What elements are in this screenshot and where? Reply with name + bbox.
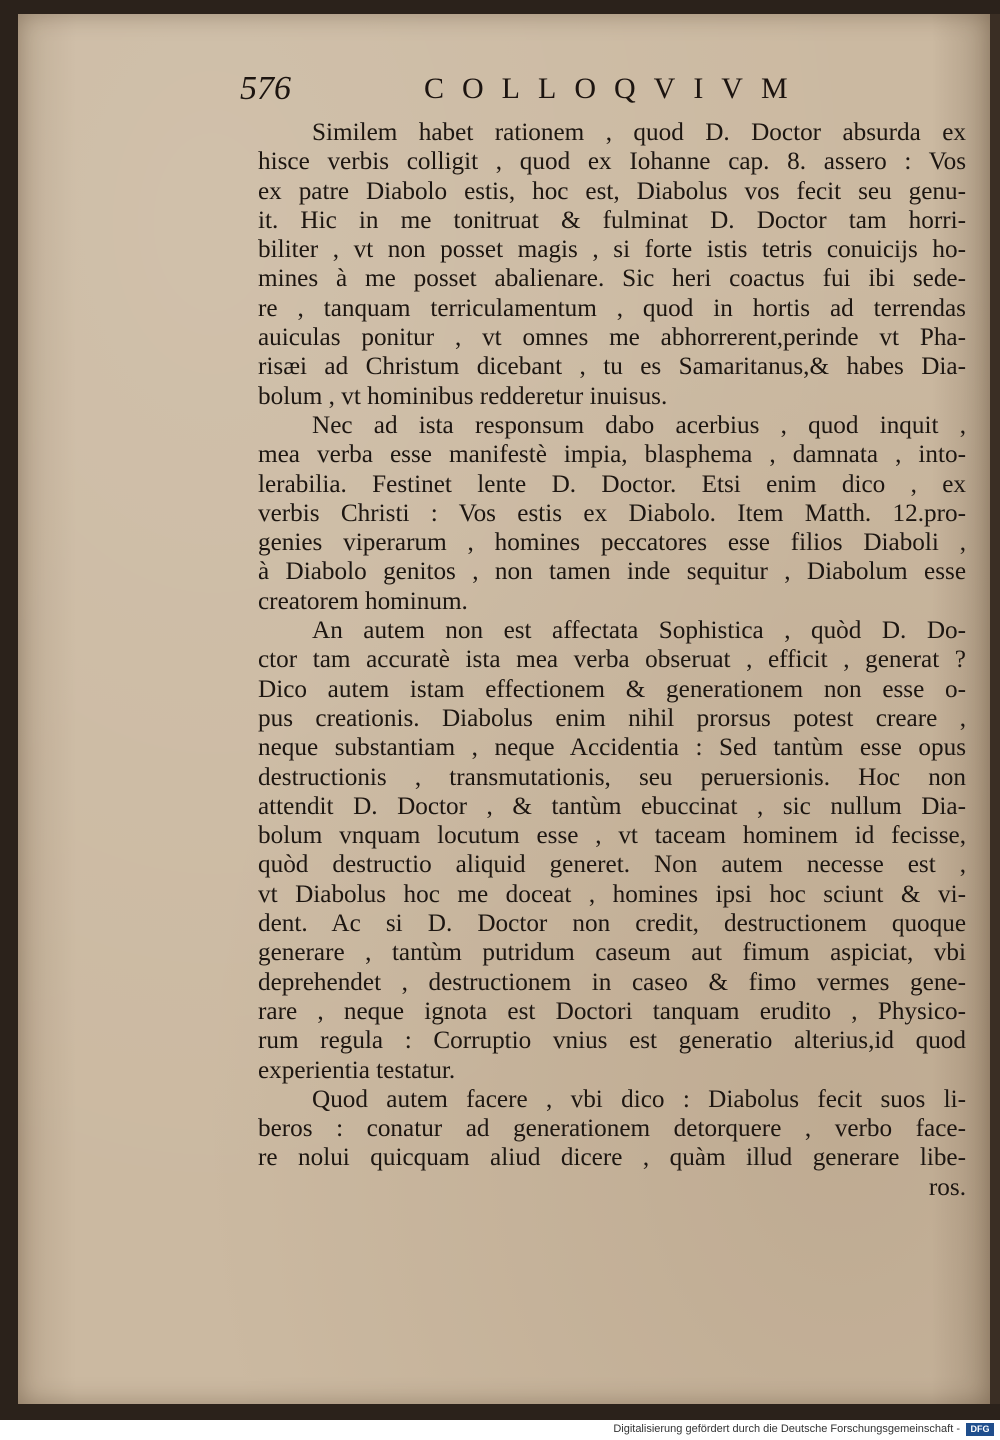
text-line: re nolui quicquam aliud dicere , quàm illud generare libe-	[258, 1144, 966, 1172]
text-line: attendit D. Doctor , & tantùm ebuccinat , sic nullum Dia-	[258, 792, 966, 820]
text-line: verbis Christi : Vos estis ex Diabolo. Item Matth. 12.pro-	[258, 499, 966, 527]
text-line: generare , tantùm putridum caseum aut fimum aspiciat, vbi	[258, 939, 966, 967]
text-line: neque substantiam , neque Accidentia : Sed tantùm esse opus	[258, 734, 966, 762]
text-line: mea verba esse manifestè impia, blasphema , damnata , into-	[258, 441, 966, 469]
text-line: à Diabolo genitos , non tamen inde sequitur , Diabolum esse	[258, 558, 966, 586]
page-header	[240, 70, 806, 114]
page-number: 576	[240, 70, 291, 107]
text-line: biliter , vt non posset magis , si forte istis tetris conuicijs ho-	[258, 236, 966, 264]
text-line: lerabilia. Festinet lente D. Doctor. Etsi enim dico , ex	[258, 470, 966, 498]
text-line: auiculas ponitur , vt omnes me abhorrerent,perinde vt Pha-	[258, 324, 966, 352]
dfg-logo: DFG	[966, 1423, 994, 1436]
text-line: creatorem hominum.	[258, 587, 468, 615]
text-line: Nec ad ista responsum dabo acerbius , quod inquit ,	[312, 411, 966, 439]
text-line: ctor tam accuratè ista mea verba obseruat , efficit , generat ?	[258, 646, 966, 674]
text-line: destructionis , transmutationis, seu peruersionis. Hoc non	[258, 763, 966, 791]
text-line: An autem non est affectata Sophistica , quòd D. Do-	[312, 617, 966, 645]
funding-credit: Digitalisierung gefördert durch die Deutsche Forschungsgemeinschaft -	[613, 1423, 960, 1435]
text-line: mines à me posset abalienare. Sic heri coactus fui ibi sede-	[258, 265, 966, 293]
text-line: hisce verbis colligit , quod ex Iohanne cap. 8. assero : Vos	[258, 148, 966, 176]
text-line: rum regula : Corruptio vnius est generatio alterius,id quod	[258, 1027, 966, 1055]
text-line: bolum , vt hominibus redderetur inuisus.	[258, 382, 668, 410]
text-line: bolum vnquam locutum esse , vt taceam hominem id fecisse,	[258, 822, 966, 850]
text-line: beros : conatur ad generationem detorquere , verbo face-	[258, 1115, 966, 1143]
text-line: rare , neque ignota est Doctori tanquam erudito , Physico-	[258, 997, 966, 1025]
text-line: Quod autem facere , vbi dico : Diabolus fecit suos li-	[312, 1085, 966, 1113]
text-line: re , tanquam terriculamentum , quod in hortis ad terrendas	[258, 294, 966, 322]
text-line: risæi ad Christum dicebant , tu es Samaritanus,& habes Dia-	[258, 353, 966, 381]
text-line: quòd destructio aliquid generet. Non autem necesse est ,	[258, 851, 966, 879]
text-line: dent. Ac si D. Doctor non credit, destructionem quoque	[258, 910, 966, 938]
text-line: ros.	[928, 1173, 966, 1201]
body-text	[258, 118, 966, 1202]
digitization-footer	[0, 1420, 1000, 1440]
page-edge-shadow	[990, 14, 1000, 1404]
text-line: ex patre Diabolo estis, hoc est, Diabolus vos fecit seu genu-	[258, 177, 966, 205]
text-line: pus creationis. Diabolus enim nihil prorsus potest creare ,	[258, 704, 966, 732]
text-line: genies viperarum , homines peccatores esse filios Diaboli ,	[258, 529, 966, 557]
text-line: experientia testatur.	[258, 1056, 456, 1084]
text-line: vt Diabolus hoc me doceat , homines ipsi hoc sciunt & vi-	[258, 880, 966, 908]
text-line: it. Hic in me tonitruat & fulminat D. Doctor tam horri-	[258, 206, 966, 234]
text-line: Similem habet rationem , quod D. Doctor absurda ex	[312, 119, 966, 146]
text-line: deprehendet , destructionem in caseo & fimo vermes gene-	[258, 968, 966, 996]
text-line: Dico autem istam effectionem & generationem non esse o-	[258, 675, 966, 703]
running-head: COLLOQVIVM	[424, 72, 806, 105]
